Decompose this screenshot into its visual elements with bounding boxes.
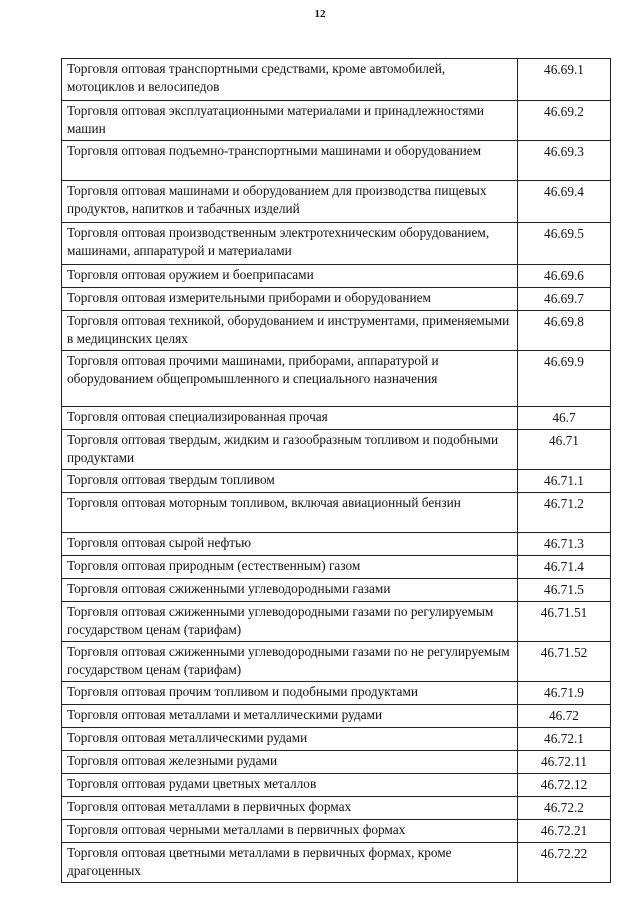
activity-name-cell: Торговля оптовая твердым, жидким и газообразным топливом и подобными продуктами	[62, 430, 518, 470]
activity-code-cell: 46.7	[518, 407, 611, 430]
activity-code-cell: 46.72.22	[518, 843, 611, 883]
activity-name-cell: Торговля оптовая транспортными средствами, кроме автомобилей, мотоциклов и велосипедов	[62, 59, 518, 101]
table-row	[62, 223, 611, 265]
table-row	[62, 820, 611, 843]
page-number: 12	[314, 8, 326, 20]
activity-code-cell: 46.72.2	[518, 797, 611, 820]
table-row	[62, 265, 611, 288]
activity-code-cell: 46.71.4	[518, 556, 611, 579]
table-row	[62, 705, 611, 728]
table-row	[62, 351, 611, 407]
activity-code-cell: 46.71.9	[518, 682, 611, 705]
activity-name-cell: Торговля оптовая прочим топливом и подобными продуктами	[62, 682, 518, 705]
activity-name-cell: Торговля оптовая измерительными приборами и оборудованием	[62, 288, 518, 311]
activity-code-cell: 46.69.5	[518, 223, 611, 265]
table-row	[62, 682, 611, 705]
activity-code-cell: 46.69.1	[518, 59, 611, 101]
activity-name-cell: Торговля оптовая производственным электротехническим оборудованием, машинами, аппаратурой и материалами	[62, 223, 518, 265]
table-row	[62, 141, 611, 181]
table-row	[62, 407, 611, 430]
table-row	[62, 181, 611, 223]
table-row	[62, 843, 611, 883]
table-row	[62, 774, 611, 797]
activity-code-cell: 46.69.3	[518, 141, 611, 181]
activity-name-cell: Торговля оптовая сжиженными углеводородными газами по регулируемым государством ценам (тарифам)	[62, 602, 518, 642]
activity-code-cell: 46.69.4	[518, 181, 611, 223]
activity-name-cell: Торговля оптовая твердым топливом	[62, 470, 518, 493]
activity-name-cell: Торговля оптовая металлическими рудами	[62, 728, 518, 751]
activity-name-cell: Торговля оптовая техникой, оборудованием и инструментами, применяемыми в медицинских целях	[62, 311, 518, 351]
table-row	[62, 470, 611, 493]
activity-name-cell: Торговля оптовая оружием и боеприпасами	[62, 265, 518, 288]
activity-name-cell: Торговля оптовая природным (естественным) газом	[62, 556, 518, 579]
activity-code-cell: 46.71.52	[518, 642, 611, 682]
activity-name-cell: Торговля оптовая сырой нефтью	[62, 533, 518, 556]
activity-name-cell: Торговля оптовая рудами цветных металлов	[62, 774, 518, 797]
table-row	[62, 602, 611, 642]
table-row	[62, 288, 611, 311]
table-row	[62, 311, 611, 351]
activity-name-cell: Торговля оптовая подъемно-транспортными машинами и оборудованием	[62, 141, 518, 181]
table-row	[62, 728, 611, 751]
activity-name-cell: Торговля оптовая металлами в первичных формах	[62, 797, 518, 820]
activity-code-cell: 46.69.2	[518, 101, 611, 141]
activity-code-cell: 46.69.7	[518, 288, 611, 311]
activity-code-cell: 46.69.9	[518, 351, 611, 407]
activity-name-cell: Торговля оптовая металлами и металлическими рудами	[62, 705, 518, 728]
table-row	[62, 751, 611, 774]
activity-name-cell: Торговля оптовая железными рудами	[62, 751, 518, 774]
table-row	[62, 430, 611, 470]
table-body	[62, 59, 611, 883]
table-row	[62, 556, 611, 579]
activity-code-cell: 46.71.1	[518, 470, 611, 493]
table-row	[62, 101, 611, 141]
activity-code-cell: 46.71	[518, 430, 611, 470]
activity-code-cell: 46.71.51	[518, 602, 611, 642]
table-row	[62, 493, 611, 533]
activity-code-cell: 46.71.5	[518, 579, 611, 602]
table-row	[62, 797, 611, 820]
activity-code-cell: 46.72.1	[518, 728, 611, 751]
table-row	[62, 59, 611, 101]
activity-name-cell: Торговля оптовая сжиженными углеводородными газами	[62, 579, 518, 602]
activity-code-cell: 46.71.3	[518, 533, 611, 556]
activity-code-cell: 46.69.8	[518, 311, 611, 351]
activity-name-cell: Торговля оптовая эксплуатационными материалами и принадлежностями машин	[62, 101, 518, 141]
activity-codes-table	[61, 58, 611, 883]
activity-code-cell: 46.72.11	[518, 751, 611, 774]
table-row	[62, 533, 611, 556]
activity-code-cell: 46.72.21	[518, 820, 611, 843]
activity-code-cell: 46.69.6	[518, 265, 611, 288]
activity-name-cell: Торговля оптовая прочими машинами, приборами, аппаратурой и оборудованием общепромышленного и специального назначения	[62, 351, 518, 407]
activity-code-cell: 46.71.2	[518, 493, 611, 533]
activity-code-cell: 46.72.12	[518, 774, 611, 797]
activity-code-cell: 46.72	[518, 705, 611, 728]
activity-name-cell: Торговля оптовая сжиженными углеводородными газами по не регулируемым государством ценам (тарифам)	[62, 642, 518, 682]
activity-name-cell: Торговля оптовая специализированная прочая	[62, 407, 518, 430]
activity-name-cell: Торговля оптовая цветными металлами в первичных формах, кроме драгоценных	[62, 843, 518, 883]
table-row	[62, 642, 611, 682]
activity-name-cell: Торговля оптовая моторным топливом, включая авиационный бензин	[62, 493, 518, 533]
activity-name-cell: Торговля оптовая машинами и оборудованием для производства пищевых продуктов, напитков и табачных изделий	[62, 181, 518, 223]
activity-name-cell: Торговля оптовая черными металлами в первичных формах	[62, 820, 518, 843]
table-row	[62, 579, 611, 602]
